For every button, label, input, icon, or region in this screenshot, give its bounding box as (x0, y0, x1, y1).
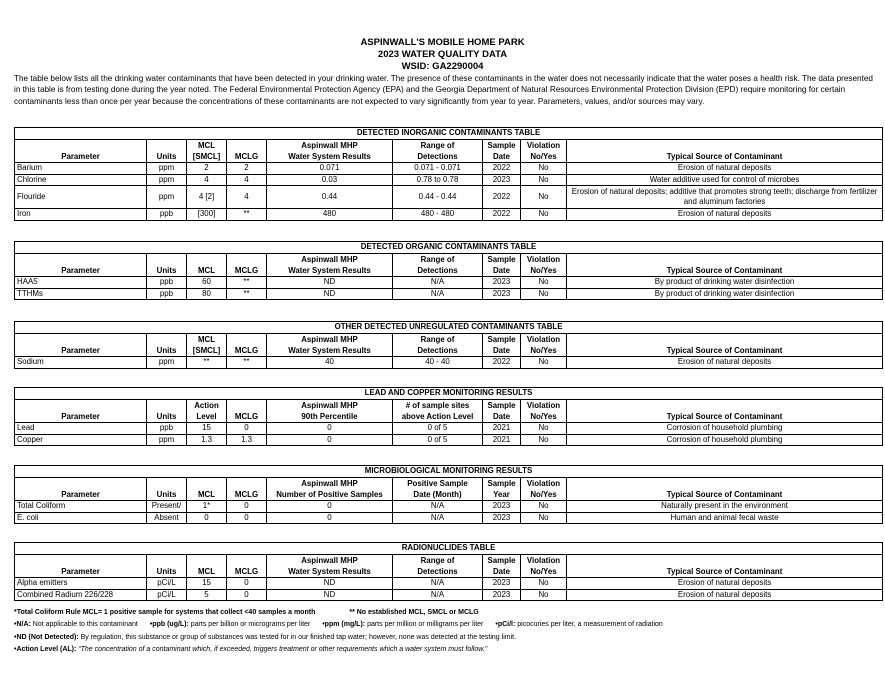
table-row (15, 501, 883, 513)
column-header: Sample Date (483, 334, 521, 357)
table-cell: 2021 (483, 423, 521, 435)
table-cell: 2022 (483, 163, 521, 175)
table-cell: 0 (267, 434, 393, 446)
table-row (15, 163, 883, 175)
table-cell: No (521, 163, 567, 175)
table-cell: 0.44 - 0.44 (393, 186, 483, 209)
table-cell: Absent (147, 512, 187, 524)
parameter-cell: Sodium (15, 357, 147, 369)
table-cell: Erosion of natural deposits; additive that promotes strong teeth; discharge from fertilizer and aluminum factories (567, 186, 883, 209)
table-cell: No (521, 174, 567, 186)
column-header: Parameter (15, 478, 147, 501)
footnote-action-level: •Action Level (AL): “The concentration of a contaminant which, if exceeded, triggers treatment or other requirements which a water system must follow.” (14, 646, 488, 654)
table-cell: Present/ (147, 501, 187, 513)
column-header: Parameter (15, 334, 147, 357)
footnote-no-mcl: ** No established MCL, SMCL or MCLG (349, 609, 479, 616)
table-cell: No (521, 288, 567, 300)
header-row (15, 555, 883, 578)
column-header: Range of Detections (393, 140, 483, 163)
table-cell: 0 of 5 (393, 423, 483, 435)
table-row (15, 512, 883, 524)
table-cell: ND (267, 578, 393, 590)
table-cell: ppm (147, 357, 187, 369)
column-header: Units (147, 254, 187, 277)
column-header: MCLG (227, 555, 267, 578)
table-cell: 0 (227, 501, 267, 513)
table-cell: Erosion of natural deposits (567, 357, 883, 369)
column-header: Range of Detections (393, 555, 483, 578)
parameter-cell: Barium (15, 163, 147, 175)
parameter-cell: HAA5 (15, 277, 147, 289)
column-header: MCLG (227, 478, 267, 501)
table-row (15, 357, 883, 369)
table-cell: 2 (187, 163, 227, 175)
column-header: Aspinwall MHP Water System Results (267, 555, 393, 578)
column-header: Sample Date (483, 254, 521, 277)
table-cell: Corrosion of household plumbing (567, 434, 883, 446)
report-header (0, 37, 885, 73)
table-cell: 4 [2] (187, 186, 227, 209)
table-row (15, 423, 883, 435)
table-cell: No (521, 209, 567, 221)
table-cell: 5 (187, 589, 227, 601)
unit-term: •ppb (ug/L): (149, 621, 189, 629)
table-1 (14, 127, 883, 221)
footnote-coliform: *Total Coliform Rule MCL= 1 positive sample for systems that collect <40 samples a month (14, 609, 316, 616)
table-6 (14, 542, 883, 601)
parameter-cell: Flouride (15, 186, 147, 209)
table-cell: 0 (267, 501, 393, 513)
table-cell: 0.44 (267, 186, 393, 209)
column-header: Range of Detections (393, 334, 483, 357)
table-cell: No (521, 501, 567, 513)
table-row (15, 434, 883, 446)
park-name: ASPINWALL'S MOBILE HOME PARK (360, 37, 525, 48)
table-cell: 0.071 - 0.071 (393, 163, 483, 175)
table-row (15, 186, 883, 209)
column-header: Units (147, 140, 187, 163)
table-cell: Erosion of natural deposits (567, 589, 883, 601)
column-header: Violation No/Yes (521, 555, 567, 578)
table-cell: By product of drinking water disinfection (567, 277, 883, 289)
table-cell: ND (267, 277, 393, 289)
column-header: MCL (187, 254, 227, 277)
table-cell: No (521, 186, 567, 209)
table-cell: 15 (187, 423, 227, 435)
unit-term: •ppm (mg/L): (322, 621, 366, 629)
table-cell: 2023 (483, 288, 521, 300)
table-cell: N/A (393, 277, 483, 289)
table-cell: ** (227, 277, 267, 289)
table-cell: ** (187, 357, 227, 369)
table-cell: ppm (147, 174, 187, 186)
column-header: Violation No/Yes (521, 400, 567, 423)
table-cell: ND (267, 589, 393, 601)
table-cell: pCi/L (147, 578, 187, 590)
table-cell: Erosion of natural deposits (567, 163, 883, 175)
footnote-units (14, 619, 879, 631)
intro-paragraph: The table below lists all the drinking water contaminants that have been detected in your drinking water. The presence of these contaminants in the water does not necessarily indicate that the water poses a health risk. The data presented in this table is from testing done during the year noted. The Federal Environmental Protection Agency (EPA) and the Georgia Department of Natural Resources Environmental Protection Division (EPD) require monitoring for certain contaminants less than once per year because the concentrations of these contaminants are not expected to vary significantly from year to year. Parameters, values, and/or sources may vary. (14, 74, 873, 106)
table-4 (14, 387, 883, 446)
header-row (15, 478, 883, 501)
column-header: Aspinwall MHP Number of Positive Samples (267, 478, 393, 501)
column-header: Sample Date (483, 140, 521, 163)
column-header: Aspinwall MHP Water System Results (267, 334, 393, 357)
table-row (15, 174, 883, 186)
unit-definition: parts per billion or micrograms per liter (188, 621, 311, 629)
table-cell: ** (227, 288, 267, 300)
table-title: DETECTED INORGANIC CONTAMINANTS TABLE (15, 128, 883, 140)
column-header: Typical Source of Contaminant (567, 400, 883, 423)
table-5 (14, 465, 883, 524)
table-2 (14, 241, 883, 300)
footnotes (14, 607, 879, 657)
unit-term: •N/A: (14, 621, 31, 629)
table-cell: Naturally present in the environment (567, 501, 883, 513)
table-cell: 0.071 (267, 163, 393, 175)
table-title: DETECTED ORGANIC CONTAMINANTS TABLE (15, 242, 883, 254)
table-title: RADIONUCLIDES TABLE (15, 543, 883, 555)
column-header: Positive Sample Date (Month) (393, 478, 483, 501)
table-cell: 480 - 480 (393, 209, 483, 221)
table-title: OTHER DETECTED UNREGULATED CONTAMINANTS TABLE (15, 322, 883, 334)
column-header: Parameter (15, 555, 147, 578)
table-3 (14, 321, 883, 369)
table-cell: 40 (267, 357, 393, 369)
parameter-cell: Total Coliform (15, 501, 147, 513)
column-header: Aspinwall MHP Water System Results (267, 254, 393, 277)
table-cell: [300] (187, 209, 227, 221)
column-header: MCL [SMCL] (187, 140, 227, 163)
table-row (15, 578, 883, 590)
table-cell: 0.03 (267, 174, 393, 186)
table-cell: No (521, 589, 567, 601)
table-cell: No (521, 423, 567, 435)
column-header: MCLG (227, 400, 267, 423)
table-cell: 0 (227, 578, 267, 590)
table-cell: Erosion of natural deposits (567, 578, 883, 590)
table-title: MICROBIOLOGICAL MONITORING RESULTS (15, 466, 883, 478)
table-cell: 4 (227, 174, 267, 186)
table-cell: 2023 (483, 578, 521, 590)
column-header: Sample Year (483, 478, 521, 501)
column-header: Action Level (187, 400, 227, 423)
footnote-nd: •ND (Not Detected): By regulation, this substance or group of substances was tested for in our finished tap water; however, none was detected at the testing limit. (14, 633, 517, 641)
unit-term: •pCi/l: (495, 621, 516, 629)
table-cell: 2023 (483, 512, 521, 524)
column-header: Parameter (15, 400, 147, 423)
table-cell: No (521, 357, 567, 369)
table-cell: No (521, 277, 567, 289)
column-header: Violation No/Yes (521, 478, 567, 501)
table-cell: 40 - 40 (393, 357, 483, 369)
column-header: Range of Detections (393, 254, 483, 277)
table-cell: No (521, 434, 567, 446)
table-cell: 0 (227, 589, 267, 601)
column-header: MCLG (227, 254, 267, 277)
column-header: # of sample sites above Action Level (393, 400, 483, 423)
wsid: WSID: GA2290004 (401, 61, 484, 72)
table-cell: 0 (187, 512, 227, 524)
column-header: MCL [SMCL] (187, 334, 227, 357)
table-cell: 2023 (483, 174, 521, 186)
table-cell: N/A (393, 578, 483, 590)
table-cell: Erosion of natural deposits (567, 209, 883, 221)
column-header: Units (147, 400, 187, 423)
column-header: Sample Date (483, 555, 521, 578)
table-row (15, 589, 883, 601)
column-header: Aspinwall MHP Water System Results (267, 140, 393, 163)
table-cell: 15 (187, 578, 227, 590)
table-cell: 0 (267, 512, 393, 524)
table-cell: ppm (147, 163, 187, 175)
table-cell: 1.3 (227, 434, 267, 446)
column-header: Violation No/Yes (521, 254, 567, 277)
table-title: LEAD AND COPPER MONITORING RESULTS (15, 388, 883, 400)
table-row (15, 209, 883, 221)
column-header: Violation No/Yes (521, 140, 567, 163)
parameter-cell: Alpha emitters (15, 578, 147, 590)
table-cell: 1.3 (187, 434, 227, 446)
table-cell: 4 (187, 174, 227, 186)
parameter-cell: Chlorine (15, 174, 147, 186)
parameter-cell: Copper (15, 434, 147, 446)
table-cell: ppb (147, 423, 187, 435)
header-row (15, 400, 883, 423)
table-cell: ppm (147, 186, 187, 209)
column-header: Typical Source of Contaminant (567, 555, 883, 578)
table-cell: N/A (393, 288, 483, 300)
table-cell: ND (267, 288, 393, 300)
table-cell: ppb (147, 277, 187, 289)
column-header: Units (147, 555, 187, 578)
table-row (15, 277, 883, 289)
parameter-cell: Lead (15, 423, 147, 435)
table-cell: Corrosion of household plumbing (567, 423, 883, 435)
table-cell: ppb (147, 288, 187, 300)
table-cell: N/A (393, 512, 483, 524)
column-header: Typical Source of Contaminant (567, 254, 883, 277)
table-cell: N/A (393, 501, 483, 513)
parameter-cell: TTHMs (15, 288, 147, 300)
column-header: MCLG (227, 334, 267, 357)
column-header: Units (147, 478, 187, 501)
column-header: Aspinwall MHP 90th Percentile (267, 400, 393, 423)
table-cell: 2022 (483, 357, 521, 369)
table-cell: Water additive used for control of microbes (567, 174, 883, 186)
column-header: MCL (187, 555, 227, 578)
table-cell: By product of drinking water disinfection (567, 288, 883, 300)
table-cell: No (521, 512, 567, 524)
column-header: MCL (187, 478, 227, 501)
table-cell: ppm (147, 434, 187, 446)
column-header: Typical Source of Contaminant (567, 334, 883, 357)
footnote-1 (14, 607, 879, 619)
parameter-cell: Combined Radium 226/228 (15, 589, 147, 601)
table-cell: 0 (227, 423, 267, 435)
table-cell: No (521, 578, 567, 590)
unit-definition: parts per million or milligrams per liter (365, 621, 484, 629)
table-cell: 2023 (483, 277, 521, 289)
table-cell: 0.78 to 0.78 (393, 174, 483, 186)
table-row (15, 288, 883, 300)
column-header: Typical Source of Contaminant (567, 478, 883, 501)
table-cell: 0 (267, 423, 393, 435)
table-cell: N/A (393, 589, 483, 601)
table-cell: pCi/L (147, 589, 187, 601)
table-cell: 80 (187, 288, 227, 300)
column-header: Sample Date (483, 400, 521, 423)
unit-definition: Not applicable to this contaminant (30, 621, 138, 629)
table-cell: 1* (187, 501, 227, 513)
table-cell: ** (227, 357, 267, 369)
table-cell: 2 (227, 163, 267, 175)
column-header: Typical Source of Contaminant (567, 140, 883, 163)
table-cell: 0 (227, 512, 267, 524)
unit-definition: picocuries per liter, a measurement of radiation (515, 621, 663, 629)
table-cell: 2023 (483, 501, 521, 513)
table-cell: 2022 (483, 186, 521, 209)
table-cell: 2023 (483, 589, 521, 601)
header-row (15, 254, 883, 277)
column-header: Parameter (15, 254, 147, 277)
table-cell: 4 (227, 186, 267, 209)
table-cell: Human and animal fecal waste (567, 512, 883, 524)
header-row (15, 140, 883, 163)
table-cell: ppb (147, 209, 187, 221)
table-cell: 480 (267, 209, 393, 221)
table-cell: 2021 (483, 434, 521, 446)
table-cell: 60 (187, 277, 227, 289)
column-header: MCLG (227, 140, 267, 163)
table-cell: 0 of 5 (393, 434, 483, 446)
parameter-cell: Iron (15, 209, 147, 221)
column-header: Units (147, 334, 187, 357)
report-title: 2023 WATER QUALITY DATA (377, 49, 508, 60)
header-row (15, 334, 883, 357)
column-header: Parameter (15, 140, 147, 163)
table-cell: 2022 (483, 209, 521, 221)
parameter-cell: E. coli (15, 512, 147, 524)
column-header: Violation No/Yes (521, 334, 567, 357)
table-cell: ** (227, 209, 267, 221)
